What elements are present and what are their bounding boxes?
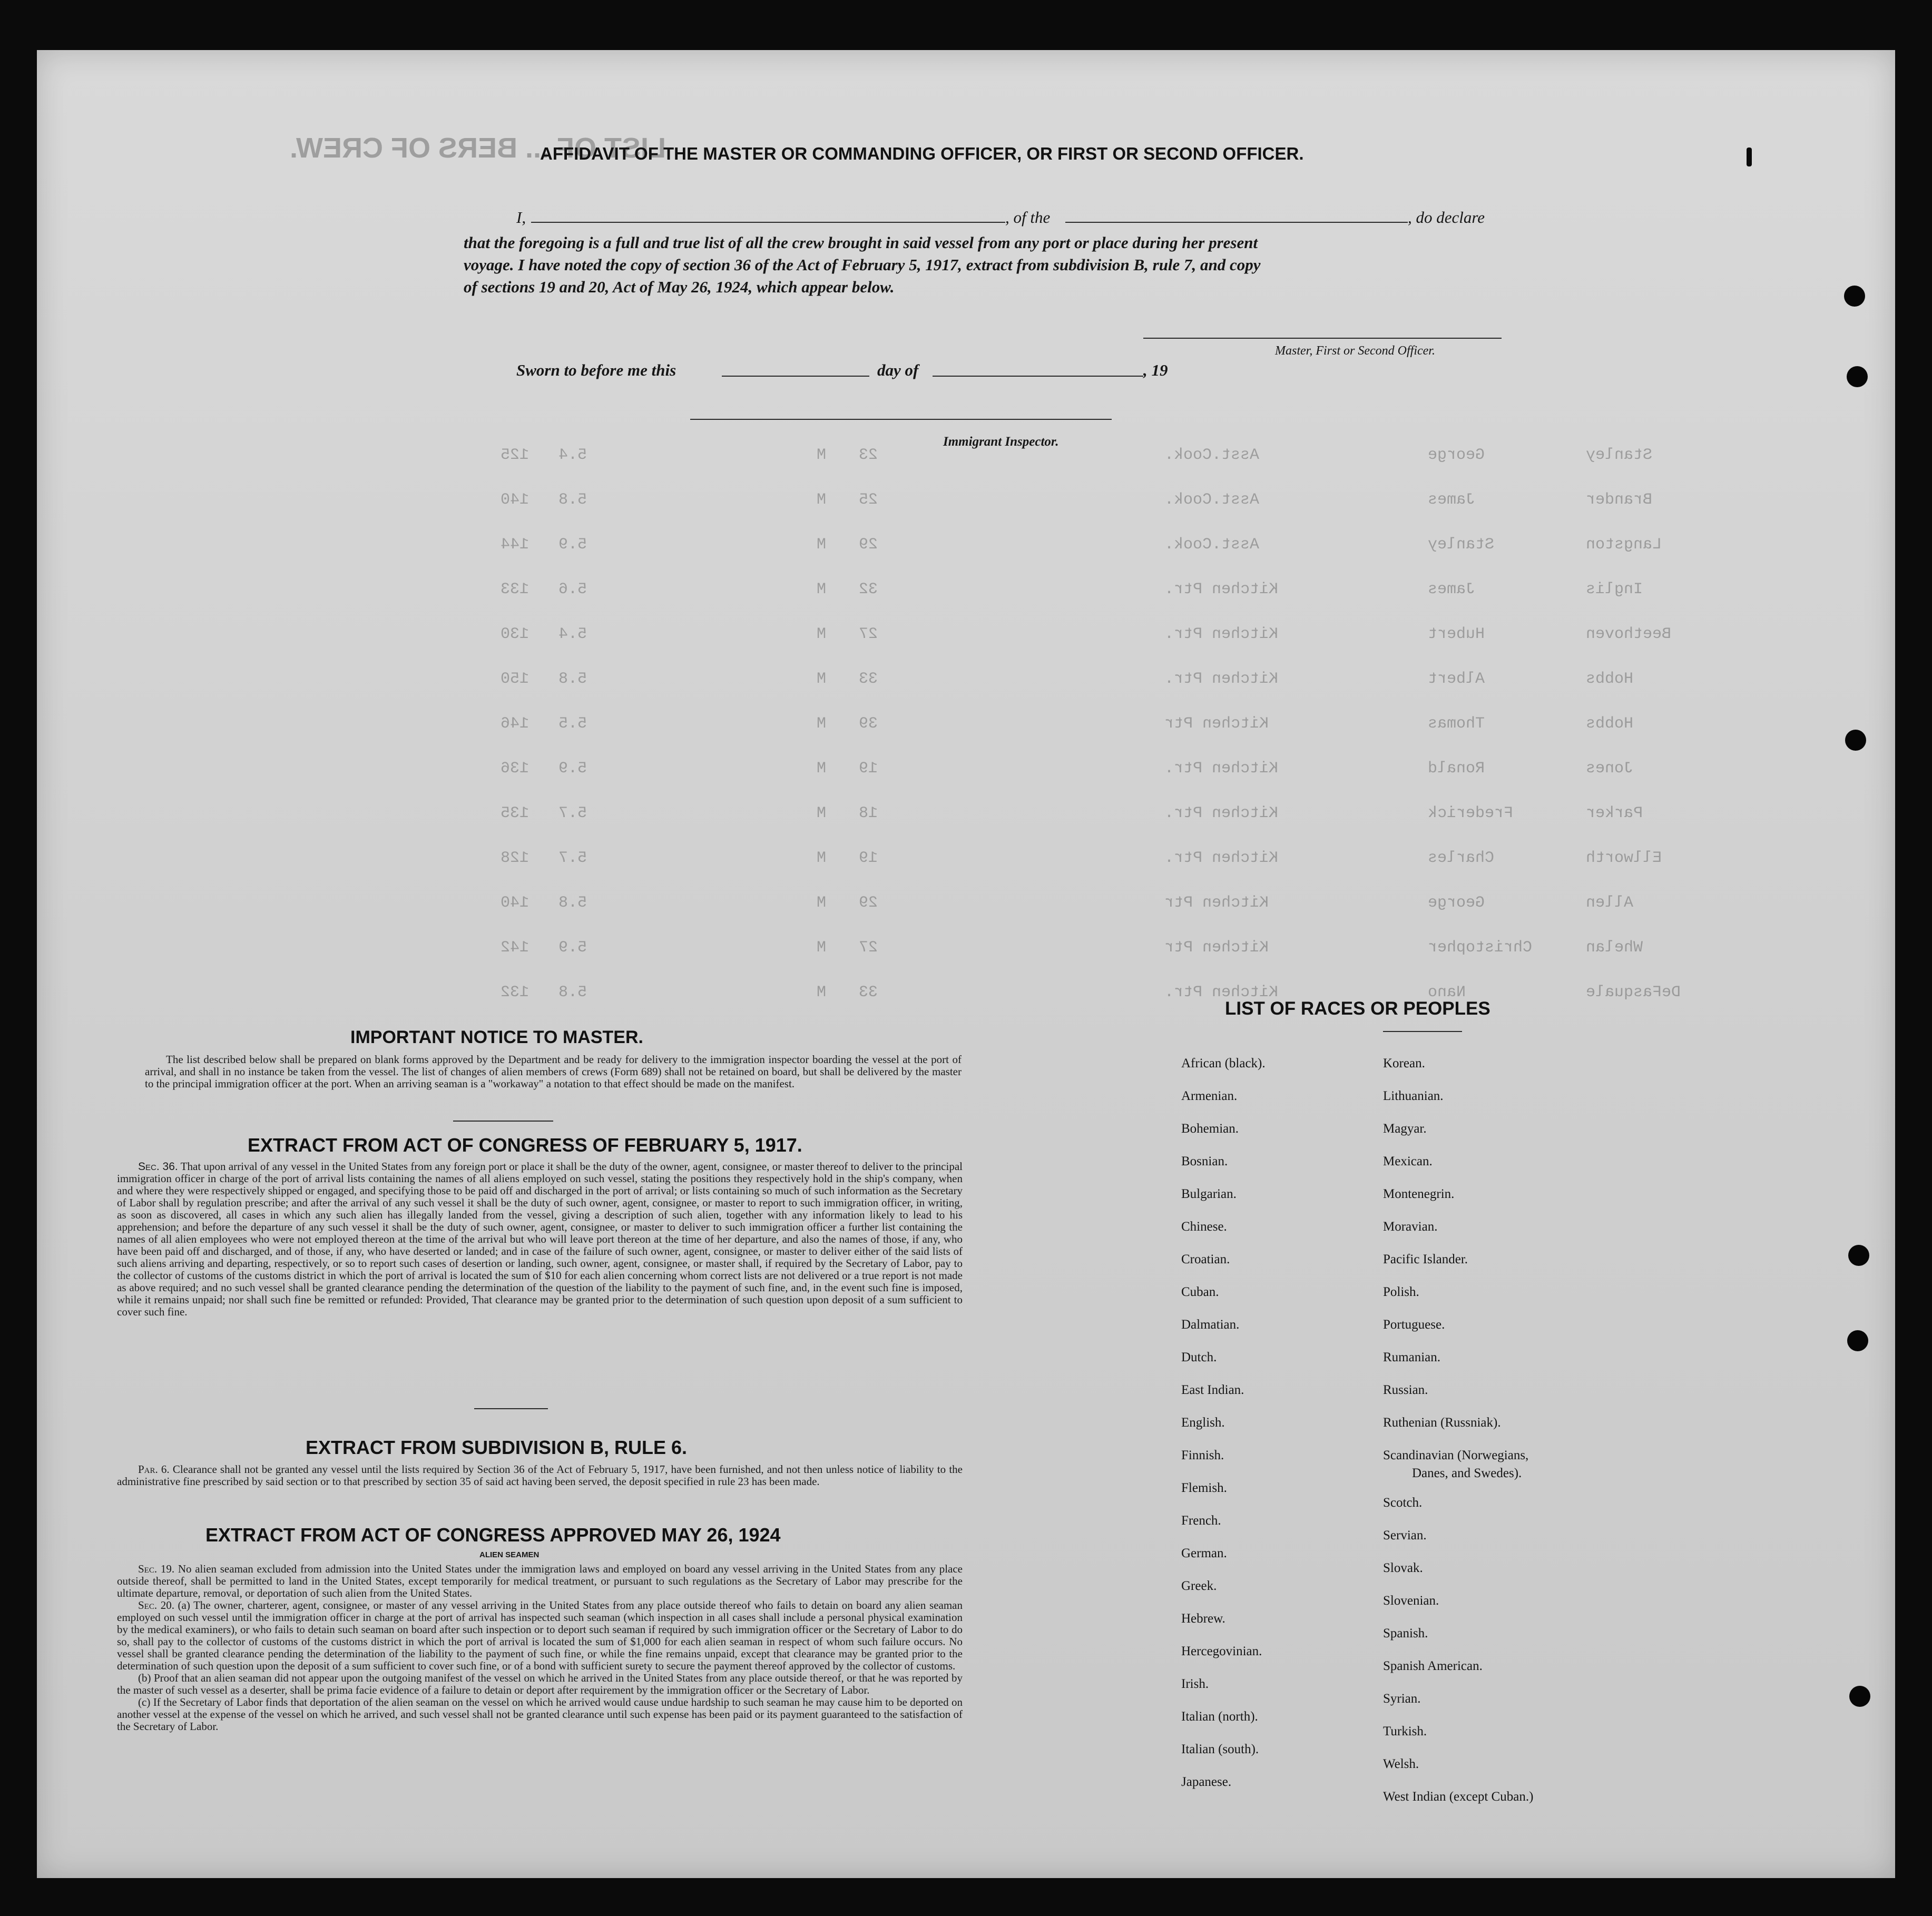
bleed-through-cell: M xyxy=(817,715,827,733)
extract-1924-title: EXTRACT FROM ACT OF CONGRESS APPROVED MAY 26, 1924 xyxy=(205,1524,781,1546)
bleed-through-cell: Langston xyxy=(1586,536,1662,554)
extract-1917-title: EXTRACT FROM ACT OF CONGRESS OF FEBRUARY 5, 1917. xyxy=(248,1134,802,1156)
race-item: Scandinavian (Norwegians, xyxy=(1383,1448,1529,1462)
bleed-through-cell: 5.9 xyxy=(558,939,587,957)
punch-hole xyxy=(1848,1245,1869,1266)
bleed-through-cell: M xyxy=(817,446,827,464)
sworn-month-field[interactable] xyxy=(933,376,1143,377)
race-item: Montenegrin. xyxy=(1383,1187,1455,1201)
bleed-through-cell: Allen xyxy=(1586,894,1634,912)
sec-19-text: No alien seaman excluded from admission into the United States under the immigration laws and employed on board any vessel arriving in the United States from any place outside thereof, shall be permitted to land in the United States, except temporarily for medical treatment, or pursuant to such regulations as the Secretary of Labor may prescribe for the ultimate departure, removal, or deportation of such alien from the United States. xyxy=(117,1563,963,1599)
divider xyxy=(453,1121,553,1122)
divider xyxy=(1383,1031,1462,1032)
race-item: Slovak. xyxy=(1383,1561,1423,1575)
race-item: German. xyxy=(1181,1546,1227,1560)
bleed-through-cell: 18 xyxy=(859,804,878,822)
race-item: Spanish. xyxy=(1383,1626,1428,1640)
race-item: Polish. xyxy=(1383,1285,1419,1299)
bleed-through-cell: M xyxy=(817,625,827,643)
race-item: Ruthenian (Russniak). xyxy=(1383,1416,1501,1430)
bleed-through-cell: M xyxy=(817,670,827,688)
race-item: Russian. xyxy=(1383,1383,1428,1397)
master-signature-label: Master, First or Second Officer. xyxy=(1275,344,1435,358)
master-signature-field[interactable] xyxy=(1143,338,1502,339)
bleed-through-cell: 5.9 xyxy=(558,760,587,778)
bleed-through-cell: 33 xyxy=(859,984,878,1001)
bleed-through-cell: Kitchen Ptr. xyxy=(1164,581,1279,598)
par-6-text: Clearance shall not be granted any vessel until the lists required by Section 36 of the Act of February 5, 1917, have been furnished, and not then unless notice of liability to the administrative fine prescribed by said section or to that prescribed by section 35 of said act having been served, the deposit specified in rule 23 has been made. xyxy=(117,1463,963,1488)
race-item: East Indian. xyxy=(1181,1383,1244,1397)
race-item: West Indian (except Cuban.) xyxy=(1383,1790,1534,1804)
race-item: Danes, and Swedes). xyxy=(1412,1466,1522,1480)
sec-19-label: Sec. 19. xyxy=(138,1563,175,1575)
sworn-label: Sworn to before me this xyxy=(516,361,676,379)
bleed-through-cell: Thomas xyxy=(1428,715,1485,733)
bleed-through-cell: 135 xyxy=(501,804,529,822)
bleed-through-cell: 27 xyxy=(859,939,878,957)
bleed-through-cell: 5.9 xyxy=(558,536,587,554)
race-item: Mexican. xyxy=(1383,1154,1433,1168)
bleed-through-cell: 25 xyxy=(859,491,878,509)
bleed-through-cell: 130 xyxy=(501,625,529,643)
race-item: Turkish. xyxy=(1383,1724,1427,1738)
race-item: African (black). xyxy=(1181,1056,1266,1070)
bleed-through-cell: M xyxy=(817,849,827,867)
bleed-through-cell: 150 xyxy=(501,670,529,688)
extract-rule6-title: EXTRACT FROM SUBDIVISION B, RULE 6. xyxy=(306,1437,688,1458)
sec-20a-text: (a) The owner, charterer, agent, consignee, or master of any vessel arriving in the United States from any place outside thereof who fails to detain on board any alien seaman employed on such vessel until the immigration officer in charge at the port of arrival has inspected such seaman (which inspection in all cases shall include a personal physical examination by the medical examiners), or who fails to detain such seaman on board after such inspection or to deport such seaman if required by such immigration officer or the Secretary of Labor to do so, shall pay to the collector of customs of the customs district in which the port of arrival is located the sum of $1,000 for each alien seaman in respect of whom such failure occurs. No vessel shall be granted clearance pending the determination of the liability to the payment of such fine, or while the fine remains unpaid, except that clearance may be granted prior to the determination of such question upon the deposit of a sum sufficient to cover such fine, or of a bond with sufficient surety to secure the payment thereof approved by the collector of customs. xyxy=(117,1599,963,1672)
bleed-through-cell: 32 xyxy=(859,581,878,598)
race-item: Bulgarian. xyxy=(1181,1187,1237,1201)
vessel-name-field[interactable] xyxy=(1065,222,1408,223)
bleed-through-cell: Jones xyxy=(1586,760,1634,778)
manifest-page xyxy=(37,50,1895,1878)
sec-20-label: Sec. 20. xyxy=(138,1599,174,1612)
bleed-through-cell: Ellworth xyxy=(1586,849,1662,867)
bleed-through-cell: 142 xyxy=(501,939,529,957)
sworn-day-of: day of xyxy=(877,361,919,379)
race-item: Magyar. xyxy=(1383,1122,1427,1136)
bleed-through-cell: DeFasquale xyxy=(1586,984,1681,1001)
bleed-through-cell: George xyxy=(1428,894,1485,912)
race-item: Welsh. xyxy=(1383,1757,1419,1771)
bleed-through-cell: 19 xyxy=(859,849,878,867)
bleed-through-cell: Kitchen Ptr xyxy=(1164,894,1269,912)
sec-20b-text: (b) Proof that an alien seaman did not appear upon the outgoing manifest of the vessel on which he arrived in the United States from any place outside thereof, or that he was reported by the master of such vessel as a deserter, shall be prima facie evidence of a failure to detain or deport after requirement by the immigration officer or the Secretary of Labor. xyxy=(117,1672,963,1696)
declarant-name-field[interactable] xyxy=(531,222,1005,223)
sec-36-label: Sec. 36. xyxy=(138,1161,178,1173)
bleed-through-cell: Stanley xyxy=(1586,446,1653,464)
sworn-day-field[interactable] xyxy=(722,376,869,377)
bleed-through-cell: Hobbs xyxy=(1586,670,1634,688)
bleed-through-cell: Kitchen Ptr. xyxy=(1164,760,1279,778)
race-item: Moravian. xyxy=(1383,1220,1438,1234)
bleed-through-cell: M xyxy=(817,894,827,912)
notice-paragraph: The list described below shall be prepared on blank forms approved by the Department and be ready for delivery to the immigration inspector boarding the vessel at the port of arrival, and shall in no instance be taken from the vessel. The list of changes of alien members of crews (Form 689) shall not be retained on board, but shall be delivered by the master to the principal immigration officer at the port. When an arriving seaman is a "workaway" a notation to that effect should be made on the manifest. xyxy=(145,1053,962,1090)
race-item: Greek. xyxy=(1181,1579,1217,1593)
bleed-through-cell: 5.7 xyxy=(558,849,587,867)
bleed-through-cell: Christopher xyxy=(1428,939,1533,957)
divider xyxy=(474,1408,548,1409)
affidavit-of-the: , of the xyxy=(1005,208,1051,227)
punch-hole xyxy=(1844,286,1865,307)
punch-hole xyxy=(1847,366,1868,387)
extract-1924-text xyxy=(117,1563,963,1733)
bleed-through-cell: M xyxy=(817,536,827,554)
race-item: Chinese. xyxy=(1181,1220,1227,1234)
bleed-through-cell: Kitchen Ptr. xyxy=(1164,670,1279,688)
bleed-through-cell: 5.6 xyxy=(558,581,587,598)
bleed-through-cell: Nano xyxy=(1428,984,1466,1001)
bleed-through-cell: Asst.Cook. xyxy=(1164,446,1260,464)
bleed-through-cell: Albert xyxy=(1428,670,1485,688)
notice-title: IMPORTANT NOTICE TO MASTER. xyxy=(350,1027,643,1047)
race-item: Dutch. xyxy=(1181,1350,1217,1364)
extract-1917-text xyxy=(117,1161,963,1318)
race-item: Italian (south). xyxy=(1181,1742,1259,1756)
affidavit-body-3: of sections 19 and 20, Act of May 26, 1924, which appear below. xyxy=(464,278,895,296)
race-item: Armenian. xyxy=(1181,1089,1238,1103)
punch-hole xyxy=(1847,1330,1868,1351)
bleed-through-cell: 27 xyxy=(859,625,878,643)
bleed-through-cell: Kitchen Ptr xyxy=(1164,939,1269,957)
punch-hole xyxy=(1845,730,1866,751)
bleed-through-cell: M xyxy=(817,760,827,778)
bleed-through-cell: M xyxy=(817,581,827,598)
race-item: Spanish American. xyxy=(1383,1659,1483,1673)
race-item: Irish. xyxy=(1181,1677,1209,1691)
race-item: Dalmatian. xyxy=(1181,1318,1240,1332)
inspector-signature-field[interactable] xyxy=(690,419,1112,420)
bleed-through-cell: 33 xyxy=(859,670,878,688)
extract-rule6-text xyxy=(117,1463,963,1488)
bleed-through-cell: 5.8 xyxy=(558,491,587,509)
race-item: Bohemian. xyxy=(1181,1122,1239,1136)
bleed-through-cell: Charles xyxy=(1428,849,1495,867)
bleed-through-cell: Stanley xyxy=(1428,536,1495,554)
race-item: Scotch. xyxy=(1383,1496,1423,1510)
race-item: Cuban. xyxy=(1181,1285,1219,1299)
bleed-through-cell: 39 xyxy=(859,715,878,733)
bleed-through-cell: 5.7 xyxy=(558,804,587,822)
bleed-through-cell: James xyxy=(1428,491,1476,509)
bleed-through-cell: 146 xyxy=(501,715,529,733)
bleed-through-cell: Kitchen Ptr. xyxy=(1164,804,1279,822)
bleed-through-cell: Beethoven xyxy=(1586,625,1672,643)
race-item: French. xyxy=(1181,1514,1221,1528)
bleed-through-cell: 128 xyxy=(501,849,529,867)
race-item: Slovenian. xyxy=(1383,1594,1439,1608)
punch-hole xyxy=(1849,1686,1870,1707)
race-item: Italian (north). xyxy=(1181,1709,1258,1724)
bleed-through-cell: 5.4 xyxy=(558,446,587,464)
notice-text xyxy=(145,1054,962,1090)
bleed-through-cell: Kitchen Ptr. xyxy=(1164,849,1279,867)
affidavit-body-2: voyage. I have noted the copy of section 36 of the Act of February 5, 1917, extract from subdivision B, rule 7, and copy xyxy=(464,256,1261,274)
race-item: Korean. xyxy=(1383,1056,1425,1070)
bleed-through-cell: 136 xyxy=(501,760,529,778)
inspector-label: Immigrant Inspector. xyxy=(943,435,1059,449)
race-item: Finnish. xyxy=(1181,1448,1224,1462)
bleed-through-cell: Hubert xyxy=(1428,625,1485,643)
bleed-through-cell: M xyxy=(817,804,827,822)
bleed-through-cell: 5.5 xyxy=(558,715,587,733)
sec-20c-text: (c) If the Secretary of Labor finds that deportation of the alien seaman on the vessel on which he arrived would cause undue hardship to such seaman he may cause him to be deported on another vessel at the expense of the vessel on which he arrived, and such vessel shall not be granted clearance until such expense has been paid or its payment guaranteed to the satisfaction of the Secretary of Labor. xyxy=(117,1696,963,1733)
affidavit-i-label: I, xyxy=(516,208,526,227)
bleed-through-cell: 23 xyxy=(859,446,878,464)
affidavit-title: AFFIDAVIT OF THE MASTER OR COMMANDING OFFICER, OR FIRST OR SECOND OFFICER. xyxy=(540,144,1304,163)
bleed-through-cell: 5.8 xyxy=(558,670,587,688)
race-item: Portuguese. xyxy=(1383,1318,1445,1332)
bleed-through-cell: 144 xyxy=(501,536,529,554)
races-title: LIST OF RACES OR PEOPLES xyxy=(1225,998,1490,1019)
bleed-through-cell: Ronald xyxy=(1428,760,1485,778)
bleed-through-cell: Whelan xyxy=(1586,939,1643,957)
race-item: English. xyxy=(1181,1416,1225,1430)
bleed-through-cell: Kitchen Ptr. xyxy=(1164,625,1279,643)
bleed-through-cell: Frederick xyxy=(1428,804,1514,822)
bleed-through-header: LIST OF ... BERS OF CREW. xyxy=(290,132,666,164)
affidavit-body-1: that the foregoing is a full and true list of all the crew brought in said vessel from any port or place during her present xyxy=(464,233,1258,252)
bleed-through-cell: Parker xyxy=(1586,804,1643,822)
bleed-through-cell: 125 xyxy=(501,446,529,464)
bleed-through-cell: Inglis xyxy=(1586,581,1643,598)
bleed-through-cell: M xyxy=(817,491,827,509)
bleed-through-cell: Brander xyxy=(1586,491,1653,509)
bleed-through-cell: George xyxy=(1428,446,1485,464)
bleed-through-cell: Asst.Cook. xyxy=(1164,491,1260,509)
bleed-through-cell: 19 xyxy=(859,760,878,778)
par-6-label: Par. 6. xyxy=(138,1463,170,1476)
bleed-through-cell: Kitchen Ptr. xyxy=(1164,984,1279,1001)
race-item: Bosnian. xyxy=(1181,1154,1228,1168)
sec-36-text: That upon arrival of any vessel in the United States from any foreign port or place it shall be the duty of the owner, agent, consignee, or master thereof to deliver to the principal immigration officer in charge of the port of arrival lists containing the names of all aliens employed on such vessel, stating the positions they respectively hold in the ship's company, when and where they were respectively shipped or engaged, and specifying those to be paid off and discharged in the port of arrival; or lists containing so much of such information as the Secretary of Labor shall by regulation prescribe; and after the arrival of any such vessel it shall be the duty of such owner, agent, consignee, or master to report to such immigration officer, in writing, as soon as discovered, all cases in which any such alien has illegally landed from the vessel, giving a description of such alien, together with any information likely to lead to his apprehension; and before the departure of any such vessel it shall be the duty of such owner, agent, consignee, or master to deliver to such immigration officer a further list containing the names of all alien employees who were not employed thereon at the time of the arrival but who will leave port thereon at the time of her departure, and also the names of those, if any, who have been paid off and discharged, and of those, if any, who have deserted or landed; and in case of the failure of such owner, agent, consignee, or master to deliver either of the said lists of such aliens arriving and departing, respectively, or so to report such cases of desertion or landing, such owner, agent, consignee, or master shall, if required by the Secretary of Labor, pay to the collector of customs of the customs district in which the port of arrival is located the sum of $10 for each alien concerning whom correct lists are not delivered or a true report is not made as above required; and no such vessel shall be granted clearance pending the determination of the question of the liability to the payment of such fine, and, in the event such fine is imposed, while it remains unpaid; nor shall such fine be remitted or refunded: Provided, That clearance may be granted prior to the determination of such question upon deposit of a sum sufficient to cover such fine. xyxy=(117,1160,963,1318)
bleed-through-cell: 29 xyxy=(859,894,878,912)
extract-1924-subtitle: ALIEN SEAMEN xyxy=(479,1550,540,1559)
race-item: Pacific Islander. xyxy=(1383,1252,1468,1266)
sworn-year-prefix: , 19 xyxy=(1143,361,1168,379)
bleed-through-cell: 132 xyxy=(501,984,529,1001)
bleed-through-cell: James xyxy=(1428,581,1476,598)
race-item: Croatian. xyxy=(1181,1252,1230,1266)
bleed-through-cell: M xyxy=(817,984,827,1001)
race-item: Hebrew. xyxy=(1181,1612,1225,1626)
bleed-through-cell: 133 xyxy=(501,581,529,598)
affidavit-do-declare: , do declare xyxy=(1408,208,1485,227)
bleed-through-cell: 5.8 xyxy=(558,894,587,912)
race-item: Rumanian. xyxy=(1383,1350,1441,1364)
bleed-through-cell: 29 xyxy=(859,536,878,554)
race-item: Flemish. xyxy=(1181,1481,1227,1495)
bleed-through-cell: Kitchen Ptr xyxy=(1164,715,1269,733)
bleed-through-cell: 5.4 xyxy=(558,625,587,643)
race-item: Hercegovinian. xyxy=(1181,1644,1262,1658)
bleed-through-cell: Asst.Cook. xyxy=(1164,536,1260,554)
race-item: Syrian. xyxy=(1383,1692,1421,1706)
bleed-through-cell: 140 xyxy=(501,894,529,912)
race-item: Lithuanian. xyxy=(1383,1089,1444,1103)
race-item: Servian. xyxy=(1383,1528,1427,1542)
ink-mark xyxy=(1747,148,1752,166)
bleed-through-cell: 140 xyxy=(501,491,529,509)
bleed-through-cell: 5.8 xyxy=(558,984,587,1001)
bleed-through-cell: M xyxy=(817,939,827,957)
race-item: Japanese. xyxy=(1181,1775,1232,1789)
bleed-through-cell: Hobbs xyxy=(1586,715,1634,733)
